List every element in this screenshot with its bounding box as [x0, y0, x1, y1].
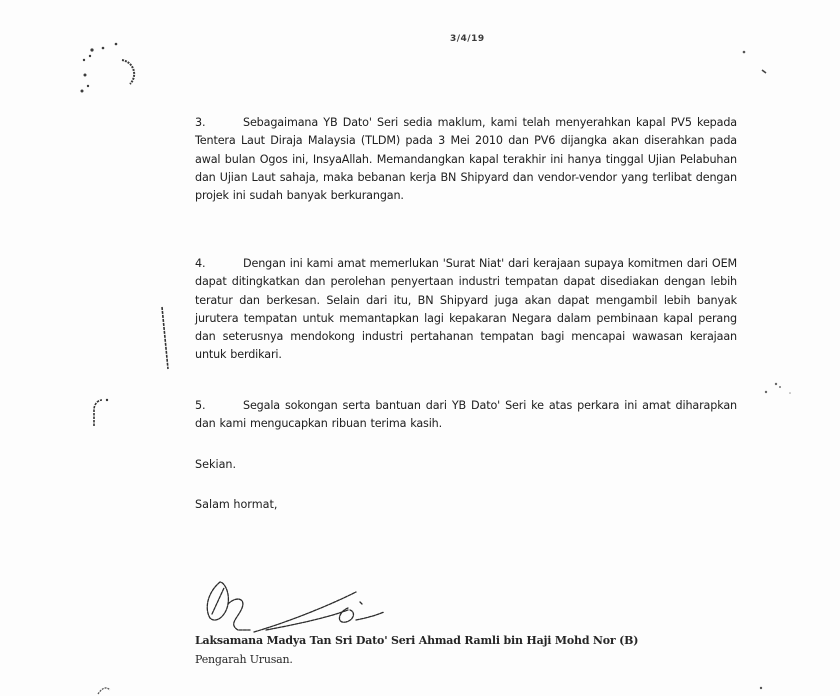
scan-artifact-right-mid	[760, 380, 800, 410]
scan-artifact-top-left	[74, 38, 144, 100]
signatory-title: Pengarah Urusan.	[195, 653, 293, 666]
paragraph-5	[195, 397, 737, 434]
closing-sekian: Sekian.	[195, 458, 237, 471]
scan-artifact-bottom-right	[755, 680, 775, 694]
paragraph-3	[195, 114, 737, 205]
paragraph-text: Dengan ini kami amat memerlukan 'Surat Niat' dari kerajaan supaya komitmen dari OEM dapat ditingkatkan dan perolehan penyertaan industri tempatan dapat disediakan dengan lebih teratur dan berkesan. Selain dari itu, BN Shipyard juga akan dapat mengambil lebih banyak jurutera tempatan untuk memantapkan lagi kepakaran Negara dalam pembinaan kapal perang dan seterusnya mendokong industri pertahanan tempatan bagi mencapai wawasan kerajaan untuk berdikari.	[195, 257, 737, 362]
margin-line-mark	[160, 305, 170, 375]
closing-salam-hormat: Salam hormat,	[195, 498, 278, 511]
paragraph-4	[195, 255, 737, 365]
paragraph-text: Sebagaimana YB Dato' Seri sedia maklum, kami telah menyerahkan kapal PV5 kepada Tentera Laut Diraja Malaysia (TLDM) pada 3 Mei 2010 dan PV6 dijangka akan diserahkan pada awal bulan Ogos ini, InsyaAllah. Memandangkan kapal terakhir ini hanya tinggal Ujian Pelabuhan dan Ujian Laut sahaja, maka bebanan kerja BN Shipyard dan vendor-vendor yang terlibat dengan projek ini sudah banyak berkurangan.	[195, 116, 737, 203]
paragraph-number: 4.	[195, 257, 206, 270]
paragraph-number: 3.	[195, 116, 206, 129]
signatory-name: Laksamana Madya Tan Sri Dato' Seri Ahmad Ramli bin Haji Mohd Nor (B)	[195, 634, 639, 647]
paragraph-number: 5.	[195, 399, 206, 412]
page-number: 3/4/19	[450, 34, 485, 44]
paragraph-text: Segala sokongan serta bantuan dari YB Dato' Seri ke atas perkara ini amat diharapkan dan kami mengucapkan ribuan terima kasih.	[195, 399, 737, 431]
scan-artifact-top-right	[740, 48, 780, 78]
margin-hook-mark	[90, 396, 110, 430]
handwritten-signature	[198, 578, 388, 640]
scan-artifact-bottom-left	[96, 684, 116, 696]
